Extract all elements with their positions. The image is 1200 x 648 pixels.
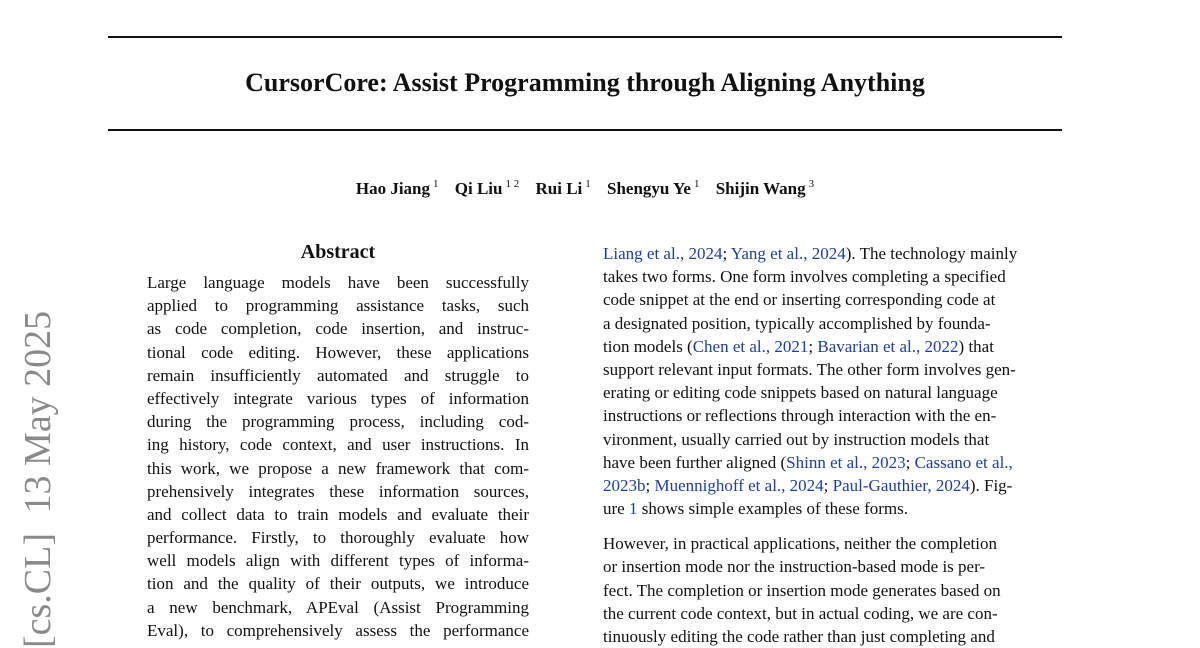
text-line xyxy=(603,404,997,427)
abstract-body xyxy=(147,271,529,642)
top-rule xyxy=(108,36,1062,38)
text-line: However, in practical applications, neither the completion xyxy=(603,534,997,554)
text-run: ; xyxy=(722,244,731,263)
text-run: ). Fig- xyxy=(969,475,1013,495)
citation-link[interactable]: Bavarian et al., 2022 xyxy=(817,336,959,356)
text-line: the current code context, but in actual coding, we are con- xyxy=(603,603,998,623)
text-line: and collect data to train models and evaluate their xyxy=(147,504,529,524)
citation-link[interactable]: Paul-Gauthier, 2024 xyxy=(832,475,970,495)
citation-link[interactable]: Cassano et al., xyxy=(914,452,1013,472)
abstract-column xyxy=(147,240,529,642)
text-line: as code completion, code insertion, and instruc- xyxy=(147,319,529,339)
paper-title: CursorCore: Assist Programming through Aligning Anything xyxy=(245,68,925,97)
citation-link[interactable]: Yang et al., 2024 xyxy=(730,244,846,263)
text-line xyxy=(603,428,990,451)
text-run: ; xyxy=(808,336,818,356)
text-run: instructions or reflections through interaction with the en- xyxy=(603,406,997,426)
text-run: have been further aligned ( xyxy=(603,452,787,472)
citation-link[interactable]: Liang et al., 2024 xyxy=(603,244,723,263)
text-run: vironment, usually carried out by instruction models that xyxy=(603,429,990,449)
text-line xyxy=(603,312,991,335)
text-line: tional code editing. However, these applications xyxy=(147,342,529,362)
author: Qi Liu $^{1 2}$ xyxy=(454,178,520,198)
text-line: well models align with different types of informa- xyxy=(147,551,529,571)
text-line: remain insufficiently automated and struggle to xyxy=(147,365,529,385)
text-line: Eval), to comprehensively assess the performance xyxy=(147,620,529,640)
text-run: ; xyxy=(905,452,915,472)
text-run: ). The technology mainly xyxy=(845,244,1018,263)
text-run: a designated position, typically accomplished by founda- xyxy=(603,313,991,333)
text-run: support relevant input formats. The other form involves gen- xyxy=(603,359,1016,379)
arxiv-sidebar-stamp xyxy=(16,288,60,648)
text-line: tinuously editing the code rather than just completing and xyxy=(603,627,995,646)
intro-paragraph xyxy=(603,242,1018,520)
intro-paragraph xyxy=(603,532,1001,648)
citation-link[interactable]: 1 xyxy=(628,499,638,519)
abstract-heading: Abstract xyxy=(300,241,376,263)
citation-link[interactable]: Muennighoff et al., 2024 xyxy=(654,475,824,495)
text-line: ing history, code context, and user instructions. In xyxy=(147,435,529,455)
intro-column xyxy=(603,242,1018,648)
text-line xyxy=(603,335,994,358)
text-line xyxy=(603,474,1013,497)
text-run: ; xyxy=(645,475,655,495)
author: Shijin Wang $^3$ xyxy=(715,178,815,198)
text-run: shows simple examples of these forms. xyxy=(637,499,909,519)
text-run: code snippet at the end or inserting corresponding code at xyxy=(603,290,996,310)
text-run: tion models ( xyxy=(603,336,693,356)
text-run: ) that xyxy=(958,336,994,356)
text-run: takes two forms. One form involves completing a specified xyxy=(603,267,1006,287)
bottom-rule xyxy=(108,129,1062,131)
text-run: ; xyxy=(823,475,833,495)
text-line: a new benchmark, APEval (Assist Programming xyxy=(147,597,529,617)
text-line: performance. Firstly, to thoroughly evaluate how xyxy=(147,528,529,548)
author: Shengyu Ye $^1$ xyxy=(607,178,700,198)
arxiv-category: [cs.CL] xyxy=(17,532,59,648)
text-line xyxy=(603,265,1006,288)
text-line: prehensively integrates these information sources, xyxy=(147,481,529,501)
text-line: fect. The completion or insertion mode generates based on xyxy=(603,580,1001,600)
text-line: or insertion mode nor the instruction-based mode is per- xyxy=(603,557,986,577)
text-line: tion and the quality of their outputs, we introduce xyxy=(147,574,529,594)
text-line: applied to programming assistance tasks, such xyxy=(147,296,529,316)
text-line xyxy=(603,288,996,311)
citation-link[interactable]: Chen et al., 2021 xyxy=(692,336,809,356)
text-line xyxy=(603,451,1013,474)
text-line xyxy=(603,242,1018,265)
arxiv-date: 13 May 2025 xyxy=(17,310,59,514)
citation-link[interactable]: Shinn et al., 2023 xyxy=(786,452,906,472)
text-line xyxy=(603,358,1016,381)
text-line: effectively integrate various types of information xyxy=(147,388,529,408)
text-run: ure xyxy=(603,499,629,519)
author: Hao Jiang $^1$ xyxy=(355,178,439,198)
author-list xyxy=(108,172,1062,201)
author: Rui Li $^1$ xyxy=(535,178,591,198)
text-run: erating or editing code snippets based on natural language xyxy=(603,383,998,403)
text-line xyxy=(603,381,998,404)
text-line: Large language models have been successfully xyxy=(147,273,529,292)
text-line xyxy=(603,497,985,520)
text-line: during the programming process, including cod- xyxy=(147,412,529,432)
citation-link[interactable]: 2023b xyxy=(603,475,646,495)
text-line: this work, we propose a new framework that com- xyxy=(147,458,529,478)
